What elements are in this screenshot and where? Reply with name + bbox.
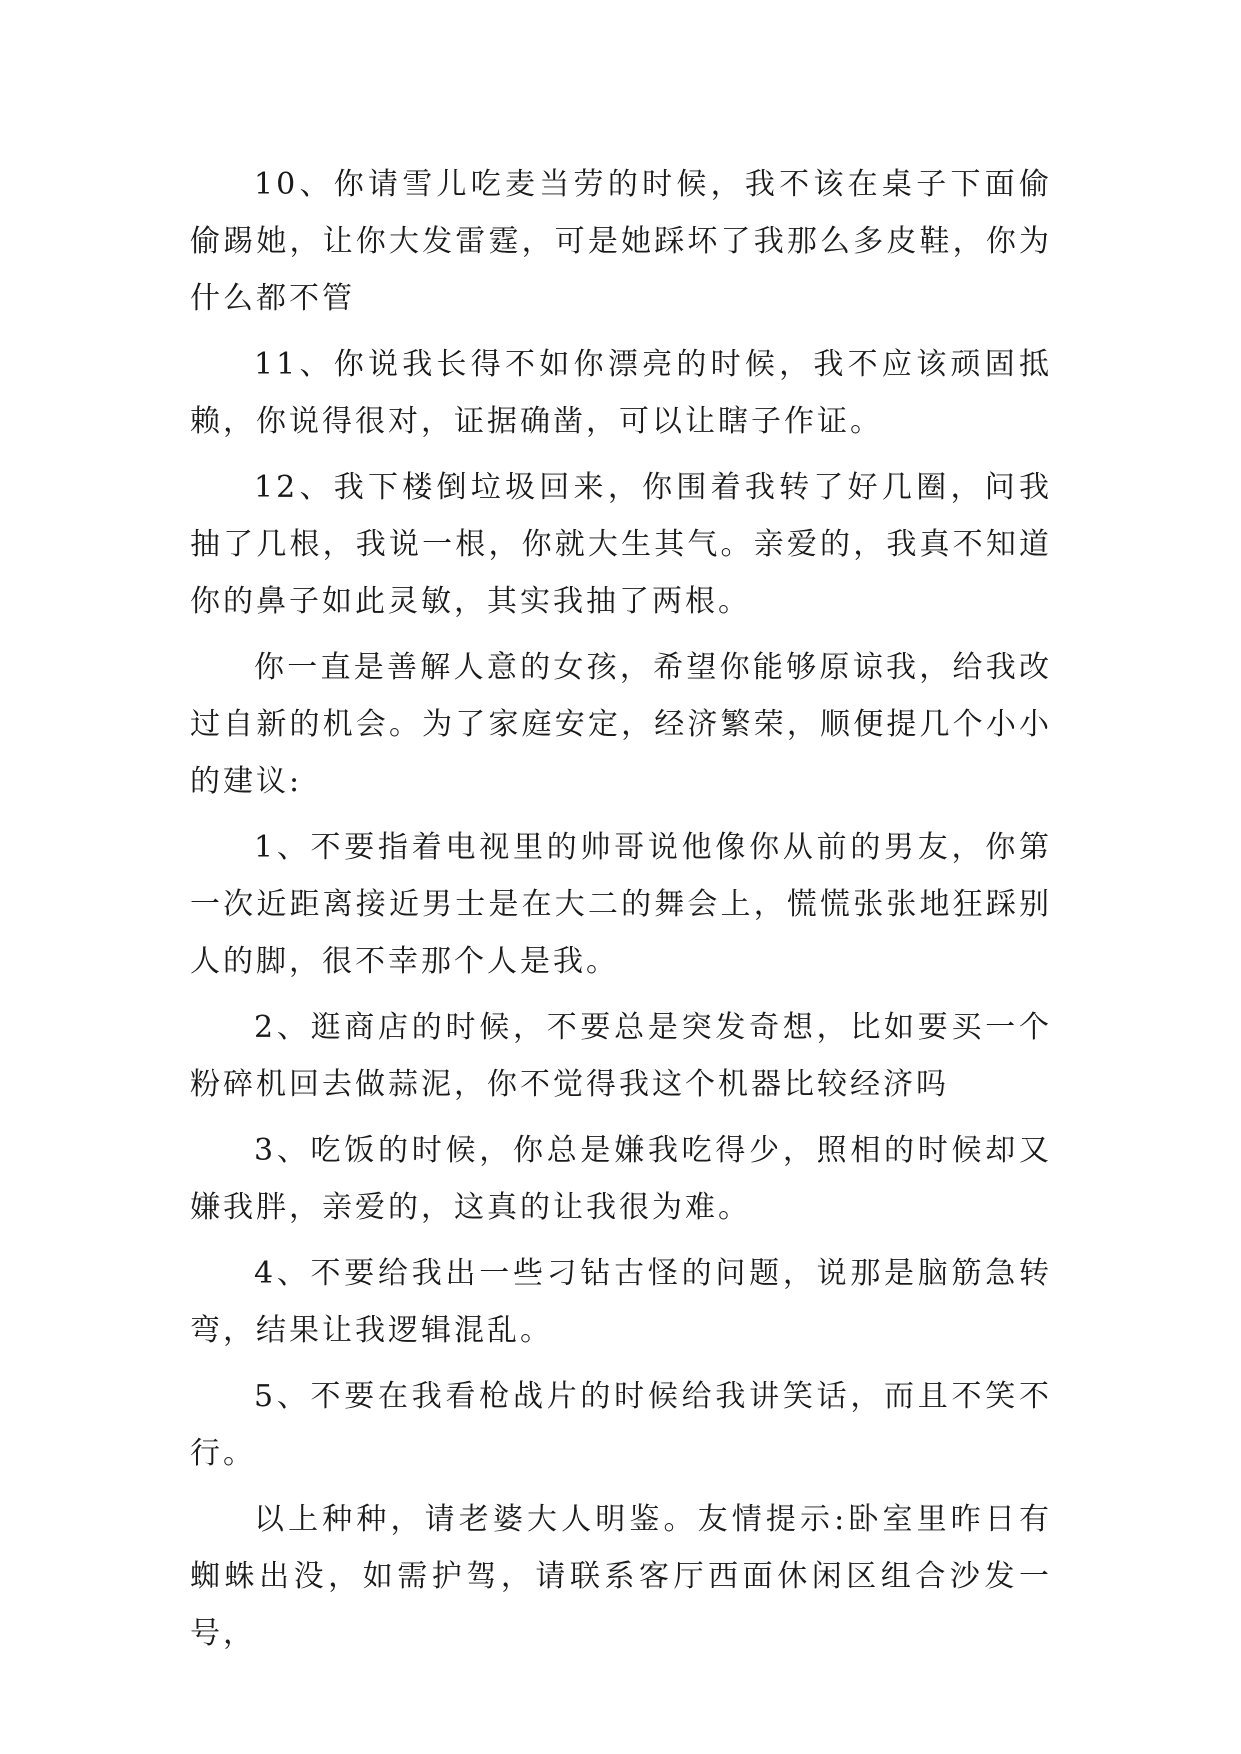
paragraph-apology: 你一直是善解人意的女孩，希望你能够原谅我，给我改过自新的机会。为了家庭安定，经济繁荣，顺便提几个小小的建议: [190, 650, 1052, 799]
paragraph-suggestion-2: 2、逛商店的时候，不要总是突发奇想，比如要买一个粉碎机回去做蒜泥，你不觉得我这个机器比较经济吗 [190, 1010, 1052, 1102]
paragraph-item-11: 11、你说我长得不如你漂亮的时候，我不应该顽固抵赖，你说得很对，证据确凿，可以让瞎子作证。 [190, 347, 1052, 439]
paragraph-suggestion-3: 3、吃饭的时候，你总是嫌我吃得少，照相的时候却又嫌我胖，亲爱的，这真的让我很为难。 [190, 1133, 1052, 1225]
paragraph-closing: 以上种种，请老婆大人明鉴。友情提示:卧室里昨日有蜘蛛出没，如需护驾，请联系客厅西面休闲区组合沙发一号， [190, 1502, 1052, 1651]
paragraph-suggestion-1: 1、不要指着电视里的帅哥说他像你从前的男友，你第一次近距离接近男士是在大二的舞会上，慌慌张张地狂踩别人的脚，很不幸那个人是我。 [190, 830, 1052, 979]
paragraph-suggestion-5: 5、不要在我看枪战片的时候给我讲笑话，而且不笑不行。 [190, 1379, 1052, 1471]
document-body [190, 156, 1052, 1671]
paragraph-suggestion-4: 4、不要给我出一些刁钻古怪的问题，说那是脑筋急转弯，结果让我逻辑混乱。 [190, 1256, 1052, 1348]
paragraph-item-10: 10、你请雪儿吃麦当劳的时候，我不该在桌子下面偷偷踢她，让你大发雷霆，可是她踩坏了我那么多皮鞋，你为什么都不管 [190, 167, 1052, 316]
paragraph-item-12: 12、我下楼倒垃圾回来，你围着我转了好几圈，问我抽了几根，我说一根，你就大生其气。亲爱的，我真不知道你的鼻子如此灵敏，其实我抽了两根。 [190, 470, 1052, 619]
